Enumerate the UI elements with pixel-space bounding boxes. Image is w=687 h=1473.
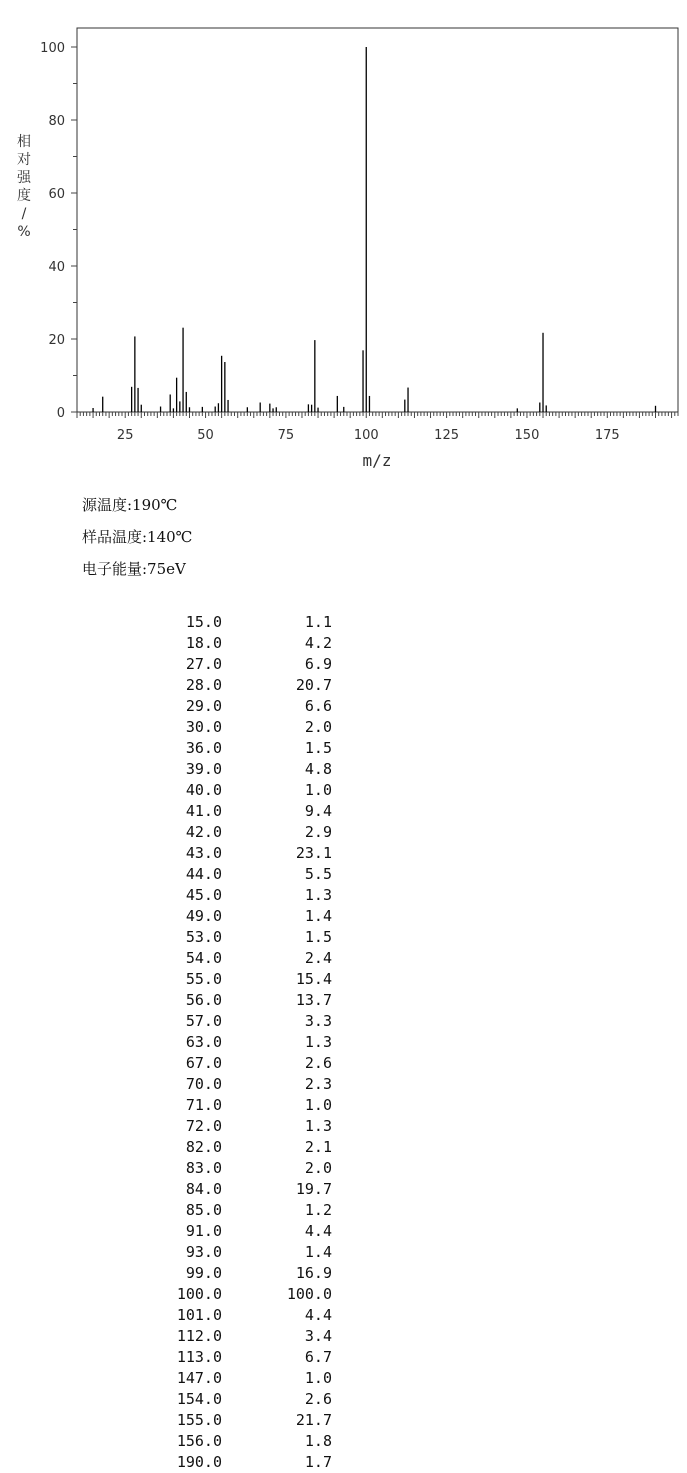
x-tick-label: 50	[197, 428, 214, 443]
mz-value: 155.0	[176, 1411, 222, 1429]
mz-value: 83.0	[185, 1159, 222, 1177]
mz-value: 44.0	[185, 865, 222, 883]
intensity-value: 9.4	[304, 802, 332, 820]
table-row	[160, 1284, 332, 1305]
mz-value: 57.0	[185, 1012, 222, 1030]
intensity-value: 20.7	[295, 676, 332, 694]
intensity-value: 2.1	[304, 1138, 332, 1156]
mz-value: 53.0	[185, 928, 222, 946]
intensity-value: 1.8	[304, 1432, 332, 1450]
mz-value: 113.0	[176, 1348, 222, 1366]
table-row	[160, 969, 332, 990]
mz-value: 42.0	[185, 823, 222, 841]
y-axis-label-char: /	[21, 206, 27, 222]
x-tick-label: 100	[353, 428, 379, 443]
intensity-value: 13.7	[295, 991, 332, 1009]
table-row	[160, 801, 332, 822]
mz-value: 70.0	[185, 1075, 222, 1093]
y-tick-label: 40	[48, 260, 65, 275]
y-axis-label-char: 相	[17, 134, 31, 150]
table-row	[160, 822, 332, 843]
x-tick-label: 150	[514, 428, 540, 443]
table-row	[160, 1200, 332, 1221]
mz-value: 85.0	[185, 1201, 222, 1219]
mz-value: 147.0	[176, 1369, 222, 1387]
intensity-value: 1.5	[304, 739, 332, 757]
mz-value: 29.0	[185, 697, 222, 715]
table-row	[160, 927, 332, 948]
intensity-value: 1.4	[304, 1243, 332, 1261]
mz-value: 67.0	[185, 1054, 222, 1072]
intensity-value: 1.0	[304, 1369, 332, 1387]
intensity-value: 19.7	[295, 1180, 332, 1198]
intensity-value: 4.4	[304, 1306, 332, 1324]
mz-value: 18.0	[185, 634, 222, 652]
intensity-value: 6.9	[304, 655, 332, 673]
mz-value: 15.0	[185, 613, 222, 631]
mz-value: 54.0	[185, 949, 222, 967]
table-row	[160, 675, 332, 696]
mz-value: 112.0	[176, 1327, 222, 1345]
intensity-value: 1.3	[304, 886, 332, 904]
intensity-value: 6.7	[304, 1348, 332, 1366]
y-axis-label-char: 度	[17, 188, 31, 204]
mz-value: 91.0	[185, 1222, 222, 1240]
mz-value: 154.0	[176, 1390, 222, 1408]
mz-value: 49.0	[185, 907, 222, 925]
table-row	[160, 1368, 332, 1389]
intensity-value: 100.0	[286, 1285, 332, 1303]
mz-value: 100.0	[176, 1285, 222, 1303]
intensity-value: 5.5	[304, 865, 332, 883]
table-row	[160, 1053, 332, 1074]
mz-value: 55.0	[185, 970, 222, 988]
intensity-value: 2.6	[304, 1054, 332, 1072]
table-row	[160, 759, 332, 780]
intensity-value: 3.3	[304, 1012, 332, 1030]
table-row	[160, 1431, 332, 1452]
y-tick-label: 20	[48, 333, 65, 348]
intensity-value: 2.9	[304, 823, 332, 841]
table-row	[160, 1116, 332, 1137]
intensity-value: 2.4	[304, 949, 332, 967]
intensity-value: 2.3	[304, 1075, 332, 1093]
mz-value: 63.0	[185, 1033, 222, 1051]
table-row	[160, 1179, 332, 1200]
x-tick-label: 125	[434, 428, 460, 443]
mz-value: 93.0	[185, 1243, 222, 1261]
table-row	[160, 1410, 332, 1431]
table-row	[160, 864, 332, 885]
intensity-value: 1.0	[304, 1096, 332, 1114]
mz-value: 72.0	[185, 1117, 222, 1135]
table-row	[160, 1389, 332, 1410]
intensity-value: 2.6	[304, 1390, 332, 1408]
mz-value: 71.0	[185, 1096, 222, 1114]
table-row	[160, 1347, 332, 1368]
table-row	[160, 780, 332, 801]
x-axis-label: m/z	[362, 451, 392, 470]
intensity-value: 1.3	[304, 1033, 332, 1051]
plot-frame	[77, 28, 678, 412]
table-row	[160, 1074, 332, 1095]
mz-value: 40.0	[185, 781, 222, 799]
mz-value: 156.0	[176, 1432, 222, 1450]
mz-value: 56.0	[185, 991, 222, 1009]
mz-value: 99.0	[185, 1264, 222, 1282]
mz-value: 82.0	[185, 1138, 222, 1156]
intensity-value: 1.5	[304, 928, 332, 946]
table-row	[160, 1158, 332, 1179]
mz-value: 190.0	[176, 1453, 222, 1471]
table-row	[160, 1452, 332, 1473]
mz-value: 84.0	[185, 1180, 222, 1198]
intensity-value: 16.9	[295, 1264, 332, 1282]
mz-value: 45.0	[185, 886, 222, 904]
x-minor-ticks	[77, 412, 678, 418]
mz-value: 101.0	[176, 1306, 222, 1324]
mass-spectrum-chart	[0, 0, 687, 480]
y-tick-label: 60	[48, 187, 65, 202]
intensity-value: 1.3	[304, 1117, 332, 1135]
intensity-value: 23.1	[295, 844, 332, 862]
mz-value: 41.0	[185, 802, 222, 820]
y-axis-label-char: 强	[17, 170, 31, 186]
table-row	[160, 1095, 332, 1116]
table-row	[160, 1032, 332, 1053]
table-row	[160, 612, 332, 633]
y-axis-label-char: 对	[17, 152, 31, 168]
table-row	[160, 696, 332, 717]
table-row	[160, 1326, 332, 1347]
mz-value: 28.0	[185, 676, 222, 694]
table-row	[160, 717, 332, 738]
y-tick-label: 100	[40, 41, 65, 56]
table-row	[160, 1221, 332, 1242]
y-axis-label	[17, 133, 32, 240]
intensity-value: 1.7	[304, 1453, 332, 1471]
table-row	[160, 1263, 332, 1284]
intensity-value: 1.0	[304, 781, 332, 799]
table-row	[160, 1011, 332, 1032]
table-row	[160, 1242, 332, 1263]
intensity-value: 3.4	[304, 1327, 332, 1345]
intensity-value: 1.2	[304, 1201, 332, 1219]
intensity-value: 4.4	[304, 1222, 332, 1240]
intensity-value: 1.1	[304, 613, 332, 631]
table-row	[160, 885, 332, 906]
table-row	[160, 633, 332, 654]
mz-value: 30.0	[185, 718, 222, 736]
intensity-value: 4.2	[304, 634, 332, 652]
table-row	[160, 1137, 332, 1158]
x-axis-ticks	[117, 428, 620, 443]
y-axis-label-char: %	[17, 224, 31, 240]
x-tick-label: 25	[116, 428, 134, 443]
table-row	[160, 906, 332, 927]
table-row	[160, 1305, 332, 1326]
x-tick-label: 75	[277, 428, 295, 443]
table-row	[160, 948, 332, 969]
mz-value: 43.0	[185, 844, 222, 862]
intensity-value: 21.7	[295, 1411, 332, 1429]
mz-value: 36.0	[185, 739, 222, 757]
mz-value: 27.0	[185, 655, 222, 673]
source-temperature: 源温度:190℃	[82, 496, 178, 514]
spectrum-peaks	[93, 47, 655, 412]
table-row	[160, 738, 332, 759]
y-tick-label: 0	[56, 406, 65, 421]
intensity-value: 2.0	[304, 718, 332, 736]
sample-temperature: 样品温度:140℃	[82, 528, 193, 546]
y-tick-label: 80	[48, 114, 65, 129]
table-row	[160, 843, 332, 864]
intensity-value: 15.4	[295, 970, 332, 988]
table-row	[160, 654, 332, 675]
intensity-value: 6.6	[304, 697, 332, 715]
x-tick-label: 175	[594, 428, 620, 443]
electron-energy: 电子能量:75eV	[82, 560, 186, 578]
peak-table	[160, 612, 332, 1473]
table-row	[160, 990, 332, 1011]
y-axis-ticks	[40, 41, 77, 421]
intensity-value: 1.4	[304, 907, 332, 925]
intensity-value: 4.8	[304, 760, 332, 778]
intensity-value: 2.0	[304, 1159, 332, 1177]
mz-value: 39.0	[185, 760, 222, 778]
